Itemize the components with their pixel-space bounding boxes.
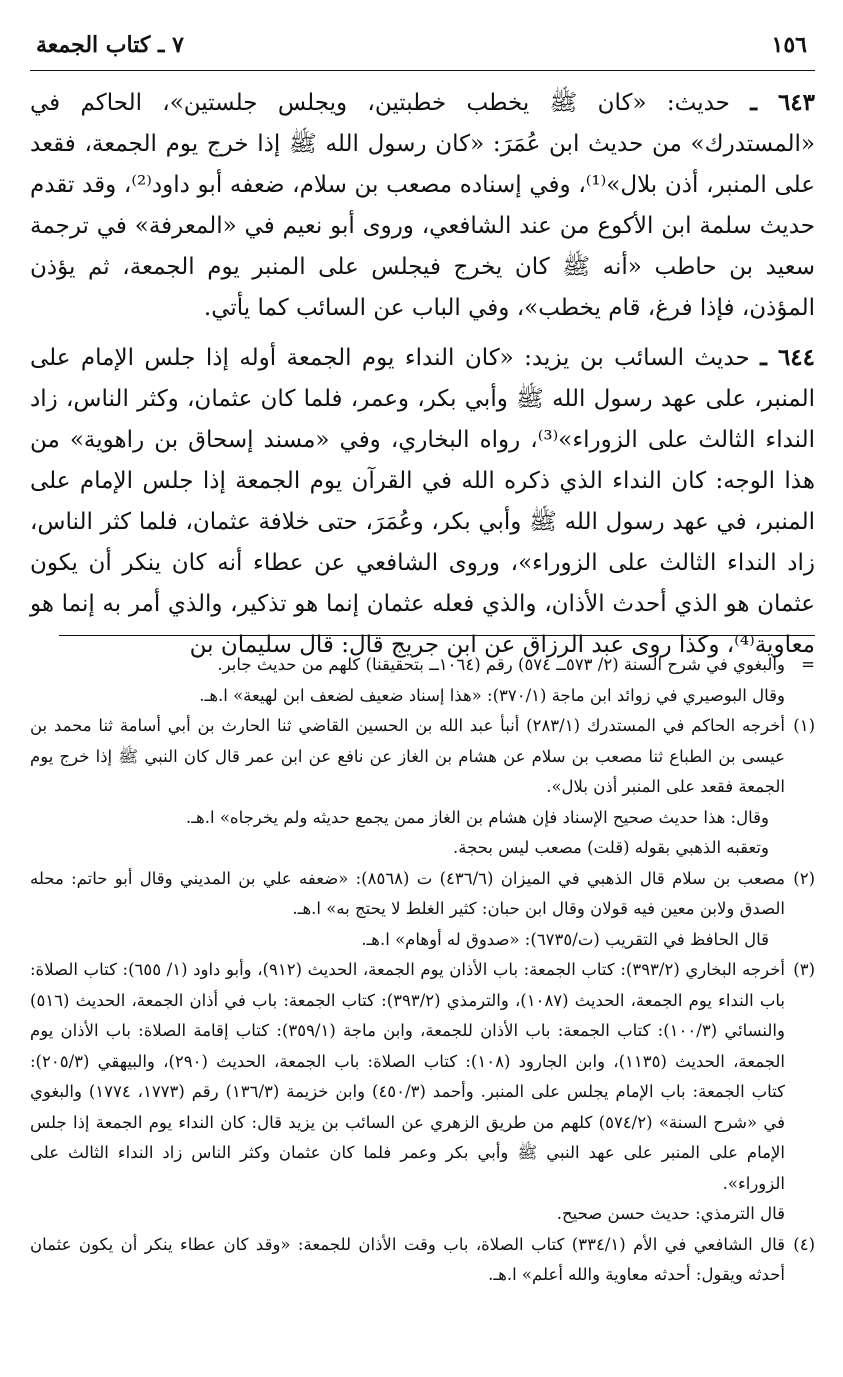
footnote-line: أخرجه الحاكم في المستدرك (٢٨٣/١) أنبأ عبد الله بن الحسين القاضي ثنا الحارث بن أبي أسامة ثنا محمد بن عيسى بن الطباع ثنا مصعب بن سلام عن هشام بن الغاز عن نافع عن ابن عمر قال كان النبي ﷺ إذا خرج يوم الجمعة فقعد على المنبر أذن بلال». bbox=[30, 716, 785, 796]
document-page bbox=[30, 0, 815, 1377]
hadith-number: ٦٤٤ ـ bbox=[760, 344, 815, 371]
footnotes bbox=[30, 650, 815, 1291]
page-number: ١٥٦ bbox=[771, 32, 807, 58]
footnote-line: وقال البوصيري في زوائد ابن ماجة (٣٧٠/١): «هذا إسناد ضعيف لضعف ابن لهيعة» ا.هـ. bbox=[199, 685, 785, 705]
footnote bbox=[30, 1230, 815, 1291]
footnote bbox=[30, 864, 815, 956]
hadith-paragraph bbox=[30, 82, 815, 329]
footnote-line: قال الترمذي: حديث حسن صحيح. bbox=[556, 1204, 785, 1223]
footnote-marker: = bbox=[801, 655, 815, 674]
footnote bbox=[30, 711, 815, 864]
footnote-marker: (٢) bbox=[793, 868, 815, 888]
hadith-number: ٦٤٣ ـ bbox=[750, 89, 816, 116]
hadith-text: حديث: «كان ﷺ يخطب خطبتين، ويجلس جلستين»، الحاكم في «المستدرك» من حديث ابن عُمَرَ: «كان رسول الله ﷺ إذا خرج يوم الجمعة، فقعد على المنبر، أذن بلال»⁽¹⁾، وفي إسناده مصعب بن سلام، ضعفه أبو داود⁽²⁾، وقد تقدم حديث سلمة ابن الأكوع من عند الشافعي، وروى أبو نعيم في «المعرفة» في ترجمة سعيد بن حاطب «أنه ﷺ كان يخرج فيجلس على المنبر يوم الجمعة، ثم يؤذن المؤذن، فإذا فرغ، قام يخطب»، وفي الباب عن السائب كما يأتي. bbox=[30, 90, 816, 321]
footnote-separator bbox=[59, 635, 815, 636]
footnote-line: وقال: هذا حديث صحيح الإسناد فإن هشام بن الغاز ممن يجمع حديثه ولم يخرجاه» ا.هـ. bbox=[185, 807, 769, 827]
footnote bbox=[30, 650, 815, 711]
footnote-line: قال الشافعي في الأم (٣٣٤/١) كتاب الصلاة، باب وقت الأذان للجمعة: «وقد كان عطاء ينكر أن يكون عثمان أحدثه ويقول: أحدثه معاوية والله أعلم» ا.هـ. bbox=[30, 1234, 785, 1284]
footnote-line: قال الحافظ في التقريب (ت/٦٧٣٥): «صدوق له أوهام» ا.هـ. bbox=[361, 929, 769, 949]
hadith-text: حديث السائب بن يزيد: «كان النداء يوم الجمعة أوله إذا جلس الإمام على المنبر، على عهد رسول الله ﷺ وأبي بكر، وعمر، فلما كان عثمان، وكثر الناس، زاد النداء الثالث على الزوراء»⁽³⁾، رواه البخاري، وفي «مسند إسحاق بن راهوية» من هذا الوجه: كان النداء الذي ذكره الله في القرآن يوم الجمعة إذا جلس الإمام على المنبر، في عهد رسول الله ﷺ وأبي بكر، وعُمَرَ، حتى خلافة عثمان، فلما كثر الناس، زاد النداء الثالث على الزوراء»، وروى الشافعي عن عطاء أنه كان ينكر أن يكون عثمان هو الذي أحدث الأذان، والذي فعله عثمان إنما هو تذكير، والذي أمر به إنما هو معاوية⁽⁴⁾، وكذا روى عبد الرزاق عن ابن جريج قال: قال سليمان بن bbox=[30, 345, 815, 658]
hadith-paragraph bbox=[30, 337, 815, 666]
footnote-line: مصعب بن سلام قال الذهبي في الميزان (٤٣٦/٦) ت (٨٥٦٨): «ضعفه علي بن المديني وقال أبو حاتم: محله الصدق ولابن معين فيه قولان وقال ابن حبان: كثير الغلط لا يحتج به» ا.هـ. bbox=[30, 868, 785, 918]
footnote-marker: (١) bbox=[793, 716, 815, 735]
main-text bbox=[30, 82, 815, 674]
footnote-line: وتعقبه الذهبي بقوله (قلت) مصعب ليس بحجة. bbox=[453, 838, 769, 857]
header-rule bbox=[30, 70, 815, 71]
page-header bbox=[30, 30, 815, 64]
footnote-marker: (٣) bbox=[793, 960, 815, 979]
footnote-marker: (٤) bbox=[793, 1234, 815, 1254]
footnote bbox=[30, 955, 815, 1230]
running-title: ٧ ـ كتاب الجمعة bbox=[36, 32, 184, 58]
footnote-line: أخرجه البخاري (٣٩٣/٢): كتاب الجمعة: باب الأذان يوم الجمعة، الحديث (٩١٢)، وأبو داود (١/ ٦٥٥): كتاب الصلاة: باب النداء يوم الجمعة، الحديث (١٠٨٧)، والترمذي (٣٩٣/٢): كتاب الجمعة: باب في أذان الجمعة، الحديث (٥١٦) والنسائي (١٠٠/٣): كتاب الجمعة: باب الأذان للجمعة، وابن ماجة (٣٥٩/١): كتاب إقامة الصلاة: باب الأذان يوم الجمعة، الحديث (١١٣٥)، وابن الجارود (١٠٨): كتاب الصلاة: باب الجمعة، الحديث (٢٩٠)، والبيهقي (٢٠٥/٣): كتاب الجمعة: باب الإمام يجلس على المنبر. وأحمد (٤٥٠/٣) وابن خزيمة (١٣٦/٣) رقم (١٧٧٣، ١٧٧٤) والبغوي في «شرح السنة» (٥٧٤/٢) كلهم من طريق الزهري عن السائب بن يزيد قال: كان النداء يوم الجمعة إذا جلس الإمام على المنبر على عهد النبي ﷺ وأبي بكر وعمر فلما كان عثمان وكثر الناس زاد النداء الثالث على الزوراء». bbox=[30, 960, 786, 1193]
footnote-line: والبغوي في شرح السنة (٢/ ٥٧٣ــ ٥٧٤) رقم (١٠٦٤ــ بتحقيقنا) كلهم من حديث جابر. bbox=[217, 655, 785, 674]
